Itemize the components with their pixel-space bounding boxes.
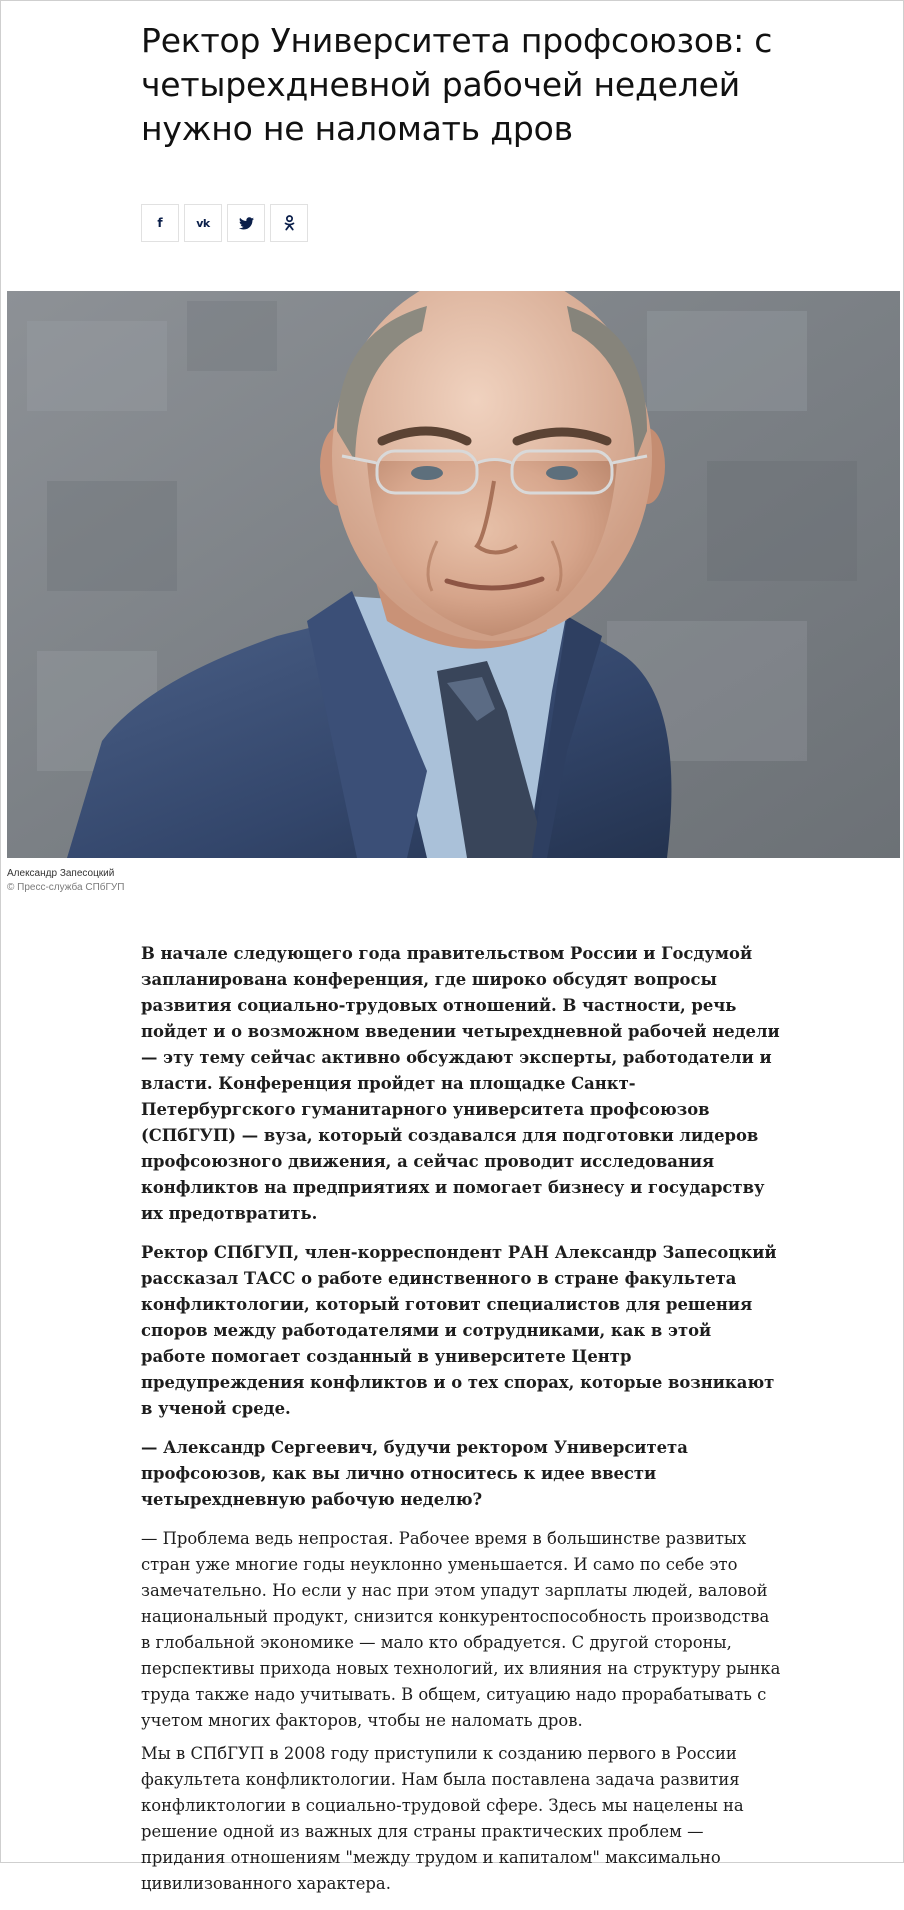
article-lead-paragraph: В начале следующего года правительством России и Госдумой запланирована конференция, где широко обсудят вопросы развития социально-трудовых отношений. В частности, речь пойдет и о возможном введении четырехдневной рабочей недели — эту тему сейчас активно обсуждают эксперты, работодатели и власти. Конференция пройдет на площадке Санкт-Петербургского гуманитарного университета профсоюзов (СПбГУП) — вуза, который создавался для подготовки лидеров профсоюзного движения, а сейчас проводит исследования конфликтов на предприятиях и помогает бизнесу и государству их предотвратить. <box>141 944 780 1223</box>
interview-answer-paragraph: — Проблема ведь непростая. Рабочее время в большинстве развитых стран уже многие годы неуклонно уменьшается. И само по себе это замечательно. Но если у нас при этом упадут зарплаты людей, валовой национальный продукт, снизится конкурентоспособность производства в глобальной экономике — мало кто обрадуется. С другой стороны, перспективы прихода новых технологий, их влияния на структуру рынка труда также надо учитывать. В общем, ситуацию надо прорабатывать с учетом многих факторов, чтобы не наломать дров. <box>141 1529 781 1730</box>
photo-caption <box>7 867 124 895</box>
share-bar <box>141 204 308 242</box>
share-facebook-button[interactable] <box>141 204 179 242</box>
facebook-icon: f <box>157 216 163 230</box>
article-intro-paragraph: Ректор СПбГУП, член-корреспондент РАН Александр Запесоцкий рассказал ТАСС о работе единственного в стране факультета конфликтологии, который готовит специалистов для решения споров между работодателями и сотрудниками, как в этой работе помогает созданный в университете Центр предупреждения конфликтов и о тех спорах, которые возникают в ученой среде. <box>141 1243 777 1418</box>
share-vk-button[interactable] <box>184 204 222 242</box>
article-body <box>141 941 781 1910</box>
photo-caption-name: Александр Запесоцкий <box>7 868 115 879</box>
share-twitter-button[interactable] <box>227 204 265 242</box>
portrait-illustration <box>7 291 900 858</box>
photo-caption-credit: © Пресс-служба СПбГУП <box>7 882 125 893</box>
article-photo <box>7 291 900 858</box>
article-paragraph: Мы в СПбГУП в 2008 году приступили к созданию первого в России факультета конфликтологии. Нам была поставлена задача развития конфликтологии в социально-трудовой сфере. Здесь мы нацелены на решение одной из важных для страны практических проблем — придания отношениям "между трудом и капиталом" максимально цивилизованного характера. <box>141 1744 744 1893</box>
article-title: Ректор Университета профсоюзов: с четырехдневной рабочей неделей нужно не наломать дров <box>141 21 773 148</box>
interview-question: — Александр Сергеевич, будучи ректором Университета профсоюзов, как вы лично относитесь к идее ввести четырехдневную рабочую неделю? <box>141 1438 688 1509</box>
twitter-bird-icon <box>239 217 254 230</box>
share-odnoklassniki-button[interactable] <box>270 204 308 242</box>
odnoklassniki-icon <box>284 215 295 231</box>
vk-icon: vk <box>196 216 210 230</box>
